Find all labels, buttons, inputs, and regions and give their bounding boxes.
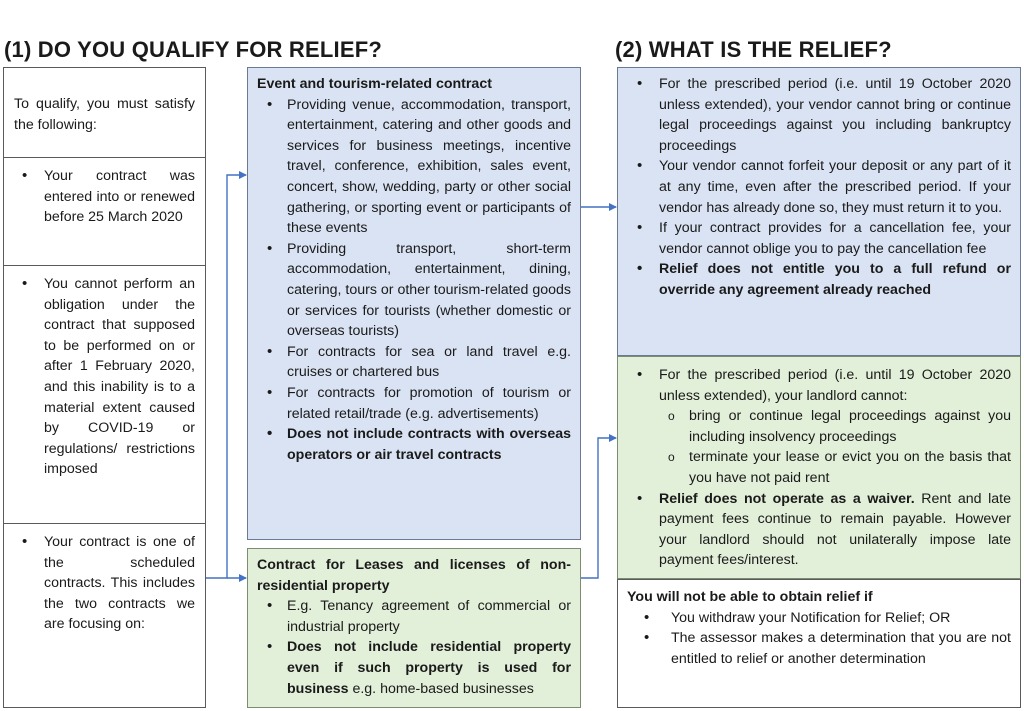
criteria-item-inability: • You cannot perform an obligation under the contract that supposed to be performed on or after 1 February 2020, and this inability is to a material extent caused by COVID-19 or regulations/ restrictions imposed (12, 274, 195, 480)
event-contract-item: • For contracts for promotion of tourism or related retail/trade (e.g. advertisements) (257, 383, 571, 424)
left-heading: (1) DO YOU QUALIFY FOR RELIEF? (4, 37, 382, 62)
lease-exclusion-bold: Does not include residential property even if such property is used for business (287, 639, 571, 697)
lease-relief-note-bold: Relief does not operate as a waiver. (659, 490, 915, 507)
criteria-item-date: • Your contract was entered into or renewed before 25 March 2020 (12, 166, 195, 228)
arrow-to-event-contract (206, 175, 246, 578)
criteria-item-scheduled: • Your contract is one of the scheduled contracts. This includes the two contracts we are focusing on: (12, 532, 195, 635)
lease-contract-item: • E.g. Tenancy agreement of commercial or industrial property (257, 596, 571, 637)
right-heading: (2) WHAT IS THE RELIEF? (615, 37, 892, 62)
criteria-intro: To qualify, you must satisfy the following: (14, 96, 195, 133)
no-relief-item: • You withdraw your Notification for Relief; OR (627, 608, 1011, 629)
no-relief-title: You will not be able to obtain relief if (627, 589, 873, 605)
event-contract-title: Event and tourism-related contract (257, 76, 492, 92)
event-contract-item: • For contracts for sea or land travel e.g. cruises or chartered bus (257, 342, 571, 383)
event-relief-item: • Your vendor cannot forfeit your deposit or any part of it at any time, even after the prescribed period. If your vendor has already done so, they must return it to you. (627, 156, 1011, 218)
event-relief-item: • If your contract provides for a cancellation fee, your vendor cannot oblige you to pay the cancellation fee (627, 218, 1011, 259)
event-relief-note: • Relief does not entitle you to a full refund or override any agreement already reached (627, 259, 1011, 300)
lease-exclusion-rest: e.g. home-based businesses (348, 680, 534, 697)
event-contract-item: • Providing venue, accommodation, transport, entertainment, catering and other goods and services for business meetings, incentive travel, conference, exhibition, sales event, concert, show, wedding, party or other social gathering, or sporting event or participants of these events (257, 95, 571, 239)
event-contract-item: • Providing transport, short-term accommodation, entertainment, dining, catering, tours or other tourism-related goods or services for tourists (whether domestic or overseas tourists) (257, 239, 571, 342)
lease-relief-note-rest: Rent and late payment fees continue to remain payable. However your landlord should not unilaterally impose late payment fees/interest. (659, 490, 1011, 569)
lease-relief-intro: • For the prescribed period (i.e. until 19 October 2020 unless extended), your landlord cannot: (627, 365, 1011, 406)
no-relief-item: • The assessor makes a determination that you are not entitled to relief or another determination (627, 628, 1011, 669)
event-relief-item: • For the prescribed period (i.e. until 19 October 2020 unless extended), your vendor cannot bring or continue legal proceedings against you including bankruptcy proceedings (627, 74, 1011, 156)
event-contract-exclusion: • Does not include contracts with overseas operators or air travel contracts (257, 424, 571, 465)
lease-relief-subitem: o bring or continue legal proceedings against you including insolvency proceedings (627, 406, 1011, 447)
lease-relief-subitem: o terminate your lease or evict you on the basis that you have not paid rent (627, 447, 1011, 488)
arrow-to-lease-relief (581, 438, 616, 578)
lease-contract-title: Contract for Leases and licenses of non-residential property (257, 557, 571, 594)
